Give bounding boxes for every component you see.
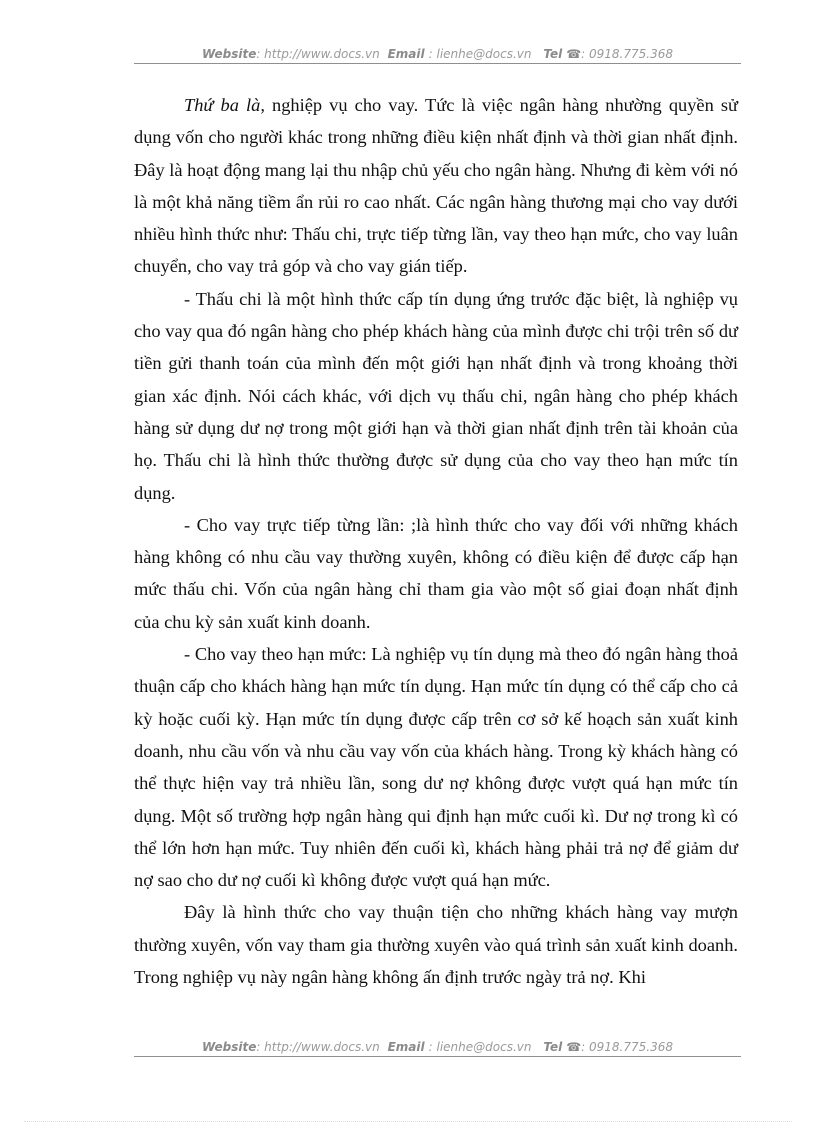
phone-icon: ☎ <box>566 1040 582 1054</box>
header-tel-value: : 0918.775.368 <box>581 47 673 61</box>
document-body <box>134 89 738 993</box>
footer-tel-label: Tel <box>543 1040 563 1054</box>
footer-email-link[interactable]: : lienhe@docs.vn <box>428 1040 532 1054</box>
page-footer <box>134 1040 741 1057</box>
page-header <box>134 47 741 64</box>
paragraph-3: - Cho vay trực tiếp từng lần: ;là hình thức cho vay đối với những khách hàng không có nhu cầu vay thường xuyên, không có điều kiện để được cấp hạn mức thấu chi. Vốn của ngân hàng chỉ tham gia vào một số giai đoạn nhất định của chu kỳ sản xuất kinh doanh. <box>134 514 738 632</box>
header-email-link[interactable]: : lienhe@docs.vn <box>428 47 532 61</box>
footer-tel-value: : 0918.775.368 <box>581 1040 673 1054</box>
header-website-label: Website <box>202 47 257 61</box>
header-email-label: Email <box>387 47 425 61</box>
footer-email-label: Email <box>387 1040 425 1054</box>
page-bottom-divider <box>24 1121 792 1122</box>
paragraph-1 <box>134 89 738 283</box>
header-website-link[interactable]: : http://www.docs.vn <box>256 47 380 61</box>
paragraph-5: Đây là hình thức cho vay thuận tiện cho những khách hàng vay mượn thường xuyên, vốn vay tham gia thường xuyên vào quá trình sản xuất kinh doanh. Trong nghiệp vụ này ngân hàng không ấn định trước ngày trả nợ. Khi <box>134 902 738 988</box>
paragraph-1-lead: Thứ ba là, <box>184 95 265 115</box>
paragraph-1-text: nghiệp vụ cho vay. Tức là việc ngân hàng nhường quyền sử dụng vốn cho người khác trong những điều kiện nhất định và thời gian nhất định. Đây là hoạt động mang lại thu nhập chủ yếu cho ngân hàng. Nhưng đi kèm với nó là một khả năng tiềm ẩn rủi ro cao nhất. Các ngân hàng thương mại cho vay dưới nhiều hình thức như: Thấu chi, trực tiếp từng lần, vay theo hạn mức, cho vay luân chuyển, cho vay trả góp và cho vay gián tiếp. <box>134 95 738 277</box>
header-tel-label: Tel <box>543 47 563 61</box>
footer-website-label: Website <box>202 1040 257 1054</box>
phone-icon: ☎ <box>566 47 582 61</box>
footer-website-link[interactable]: : http://www.docs.vn <box>256 1040 380 1054</box>
paragraph-4: - Cho vay theo hạn mức: Là nghiệp vụ tín dụng mà theo đó ngân hàng thoả thuận cấp cho khách hàng hạn mức tín dụng. Hạn mức tín dụng có thể cấp cho cả kỳ hoặc cuối kỳ. Hạn mức tín dụng được cấp trên cơ sở kế hoạch sản xuất kinh doanh, nhu cầu vốn và nhu cầu vay vốn của khách hàng. Trong kỳ khách hàng có thể thực hiện vay trả nhiều lần, song dư nợ không được vượt quá hạn mức tín dụng. Một số trường hợp ngân hàng qui định hạn mức cuối kì. Dư nợ trong kì có thể lớn hơn hạn mức. Tuy nhiên đến cuối kì, khách hàng phải trả nợ để giảm dư nợ sao cho dư nợ cuối kì không được vượt quá hạn mức. <box>134 644 738 891</box>
paragraph-2: - Thấu chi là một hình thức cấp tín dụng ứng trước đặc biệt, là nghiệp vụ cho vay qua đó ngân hàng cho phép khách hàng của mình được chi trội trên số dư tiền gửi thanh toán của mình đến một giới hạn nhất định và trong khoảng thời gian xác định. Nói cách khác, với dịch vụ thấu chi, ngân hàng cho phép khách hàng sử dụng dư nợ trong một giới hạn và thời gian nhất định trên tài khoản của họ. Thấu chi là hình thức thường được sử dụng của cho vay theo hạn mức tín dụng. <box>134 288 738 503</box>
